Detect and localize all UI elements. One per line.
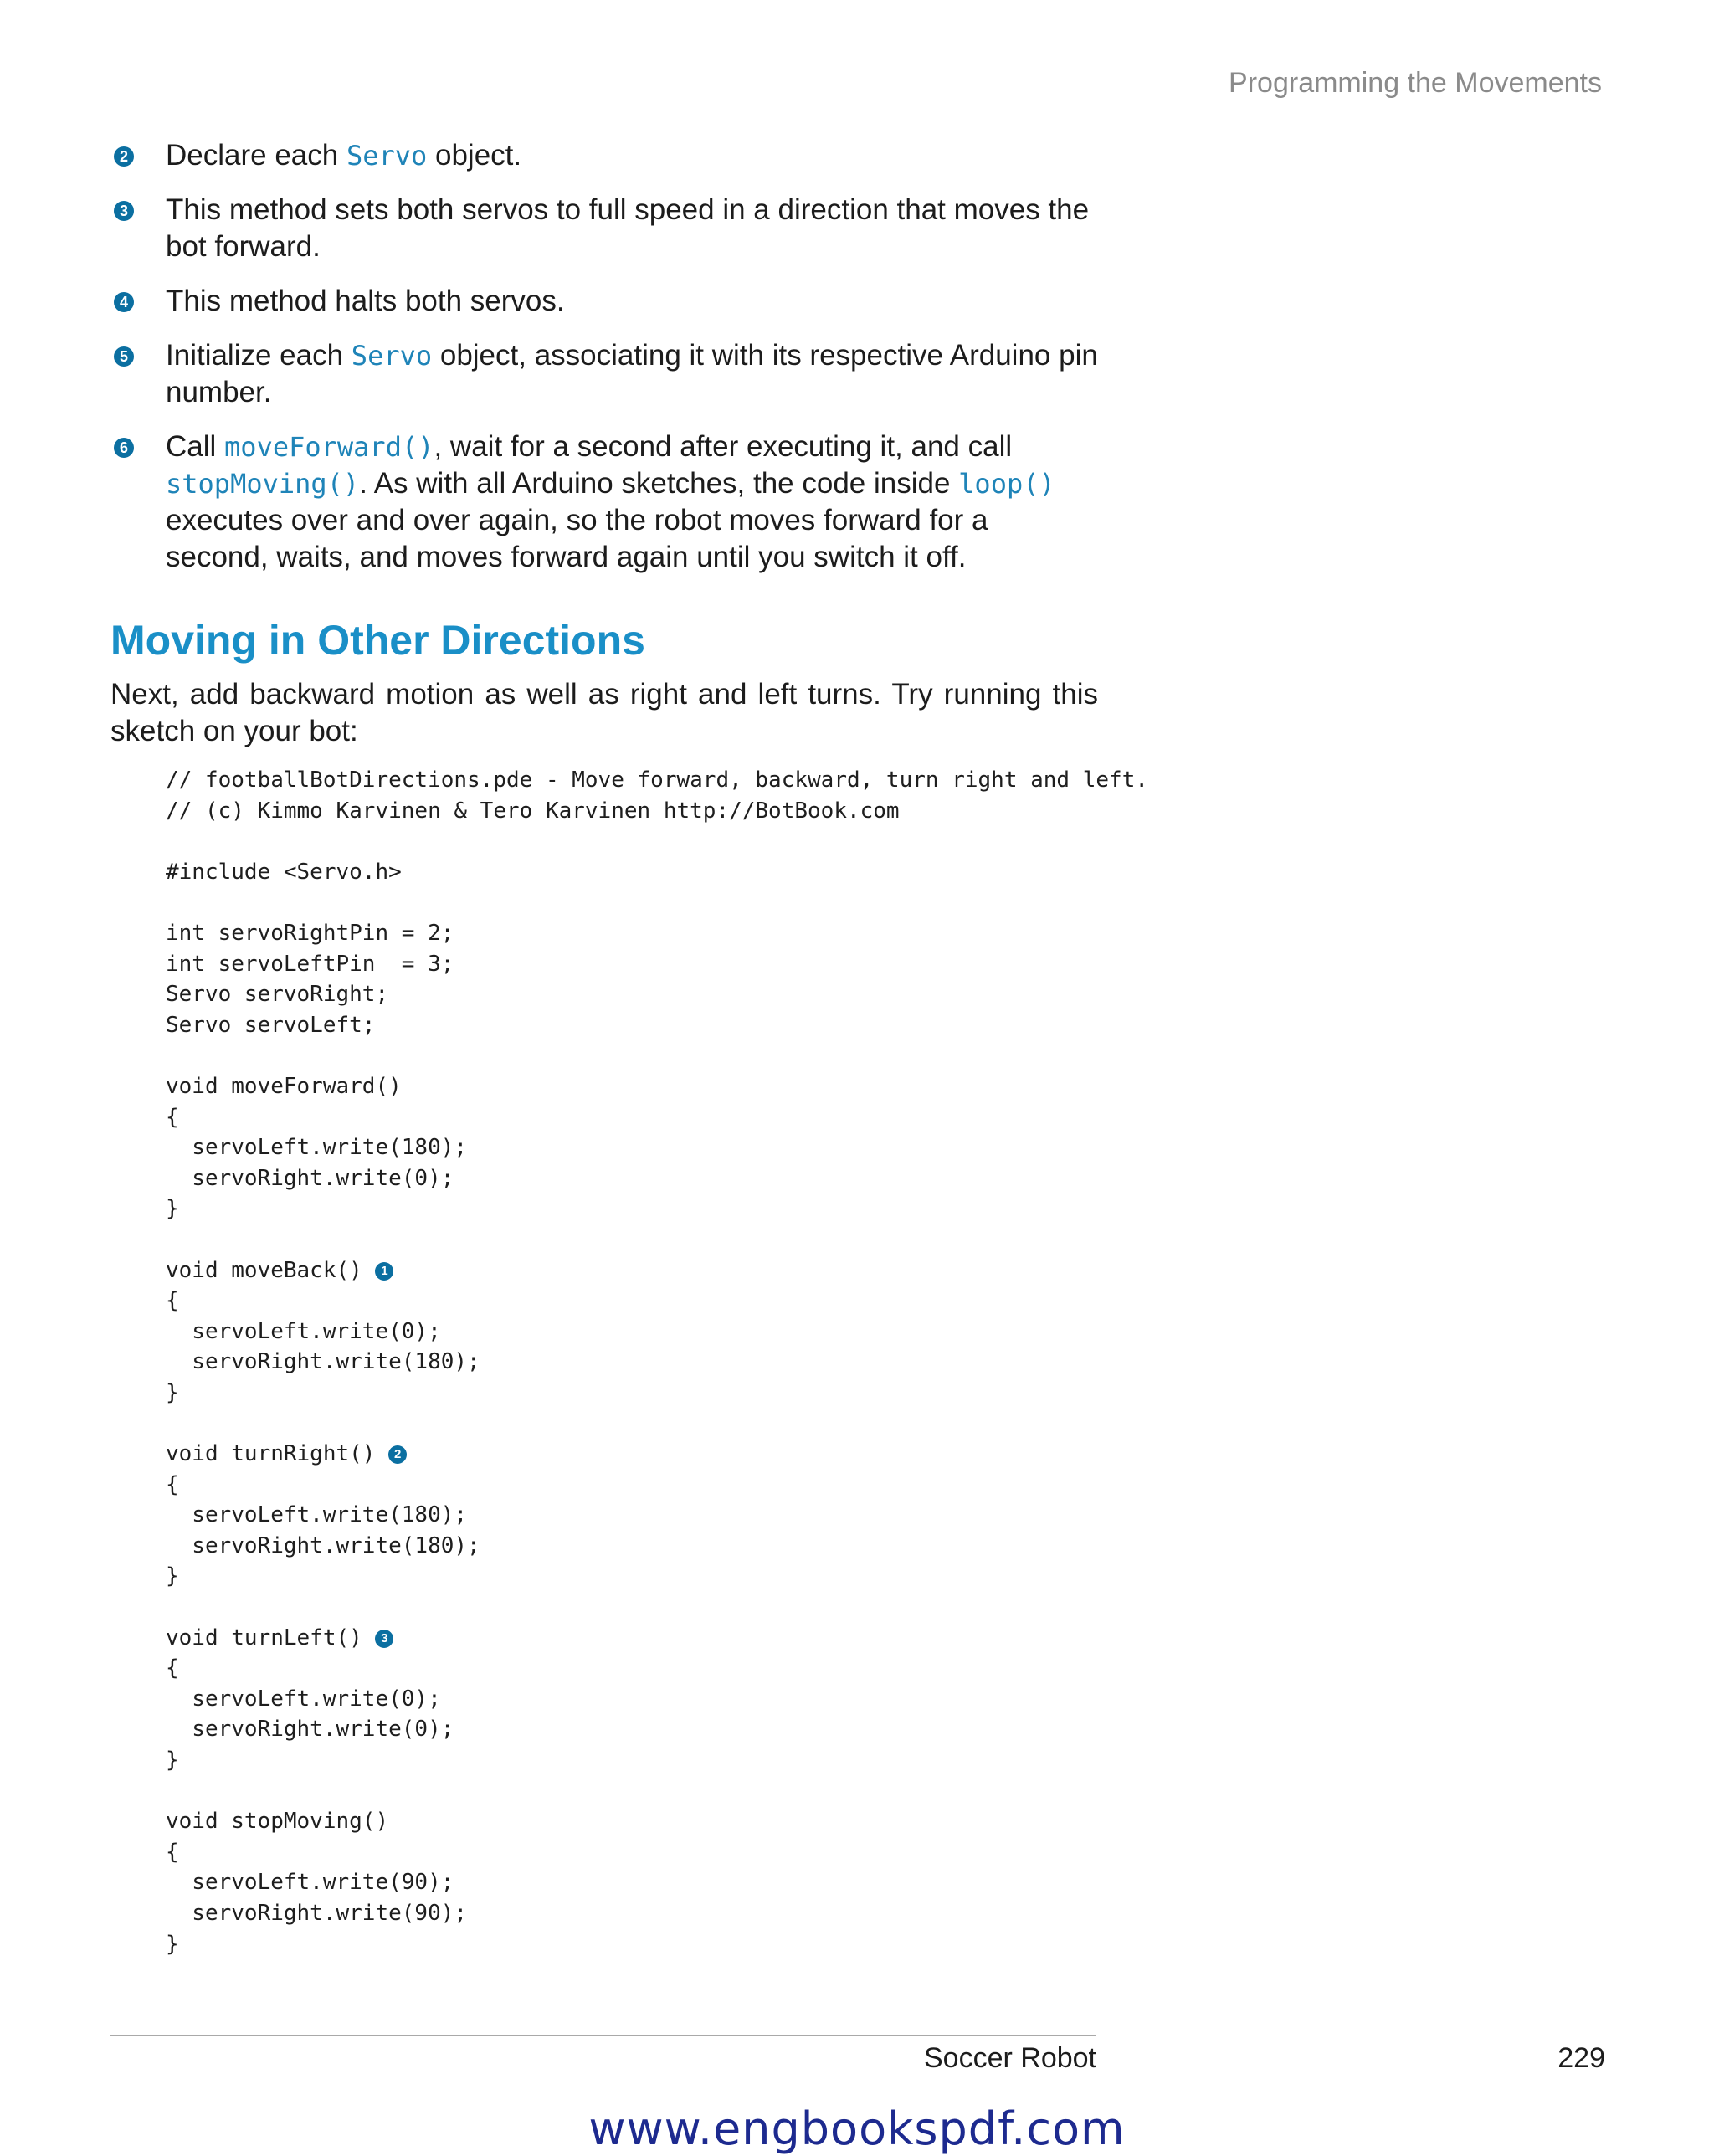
note-text: object, associating it with its respective Arduino pin number. xyxy=(166,339,1098,408)
callout-badge: 4 xyxy=(114,292,134,312)
note-text: Initialize each xyxy=(166,339,352,372)
note-text: This method halts both servos. xyxy=(166,285,565,317)
code-note xyxy=(110,429,1098,576)
callout-badge: 3 xyxy=(114,201,134,221)
page-number: 229 xyxy=(1557,2042,1605,2074)
note-text: object. xyxy=(427,139,522,172)
code-note xyxy=(110,137,1098,174)
code-note xyxy=(110,192,1098,265)
section-intro: Next, add backward motion as well as right and left turns. Try running this sketch on your bot: xyxy=(110,678,1098,747)
section-heading: Moving in Other Directions xyxy=(110,617,645,664)
inline-code: Servo xyxy=(346,140,428,172)
code-segment: // footballBotDirections.pde - Move forward, backward, turn right and left. // (c) Kimmo Karvinen & Tero Karvinen http://BotBook.com #include <Servo.h> int servoRightPin = 2; int servoLeftPin = 3; Servo servoRight; Servo servoLeft; void moveForward() { servoLeft.write(180); servoRight.write(0); } void moveBack() xyxy=(166,767,1148,1283)
inline-code: moveForward() xyxy=(224,431,434,463)
inline-code: Servo xyxy=(351,340,433,372)
callout-badge: 2 xyxy=(114,146,134,167)
note-text: , wait for a second after executing it, and call xyxy=(434,430,1013,463)
note-text: executes over and over again, so the robot moves forward for a second, waits, and moves forward again until you switch it off. xyxy=(166,504,988,573)
callout-badge: 5 xyxy=(114,346,134,367)
running-head: Programming the Movements xyxy=(1229,67,1602,99)
page-content xyxy=(110,137,1148,1959)
note-text: Call xyxy=(166,430,225,463)
callout-badge: 6 xyxy=(114,438,134,458)
footer-chapter-title: Soccer Robot xyxy=(924,2042,1096,2074)
code-callout-badge: 2 xyxy=(388,1445,407,1464)
code-segment: { servoLeft.write(0); servoRight.write(180); } void turnRight() xyxy=(166,1288,480,1467)
note-text: This method sets both servos to full speed in a direction that moves the bot forward. xyxy=(166,193,1090,263)
note-text: Declare each xyxy=(166,139,346,172)
watermark-link[interactable]: www.engbookspdf.com xyxy=(588,2102,1126,2155)
code-note xyxy=(110,283,1098,320)
code-listing xyxy=(166,765,1148,1959)
inline-code: loop() xyxy=(958,468,1055,500)
code-segment: { servoLeft.write(180); servoRight.write(180); } void turnLeft() xyxy=(166,1471,480,1650)
note-text: . As with all Arduino sketches, the code inside xyxy=(359,467,959,500)
footer-divider xyxy=(110,2035,1096,2036)
code-note xyxy=(110,337,1098,411)
code-notes-list xyxy=(110,137,1098,576)
inline-code: stopMoving() xyxy=(166,468,360,500)
code-callout-badge: 3 xyxy=(375,1630,393,1648)
code-segment: { servoLeft.write(0); servoRight.write(0); } void stopMoving() { servoLeft.write(90); servoRight.write(90); } xyxy=(166,1656,468,1957)
code-callout-badge: 1 xyxy=(375,1262,393,1281)
